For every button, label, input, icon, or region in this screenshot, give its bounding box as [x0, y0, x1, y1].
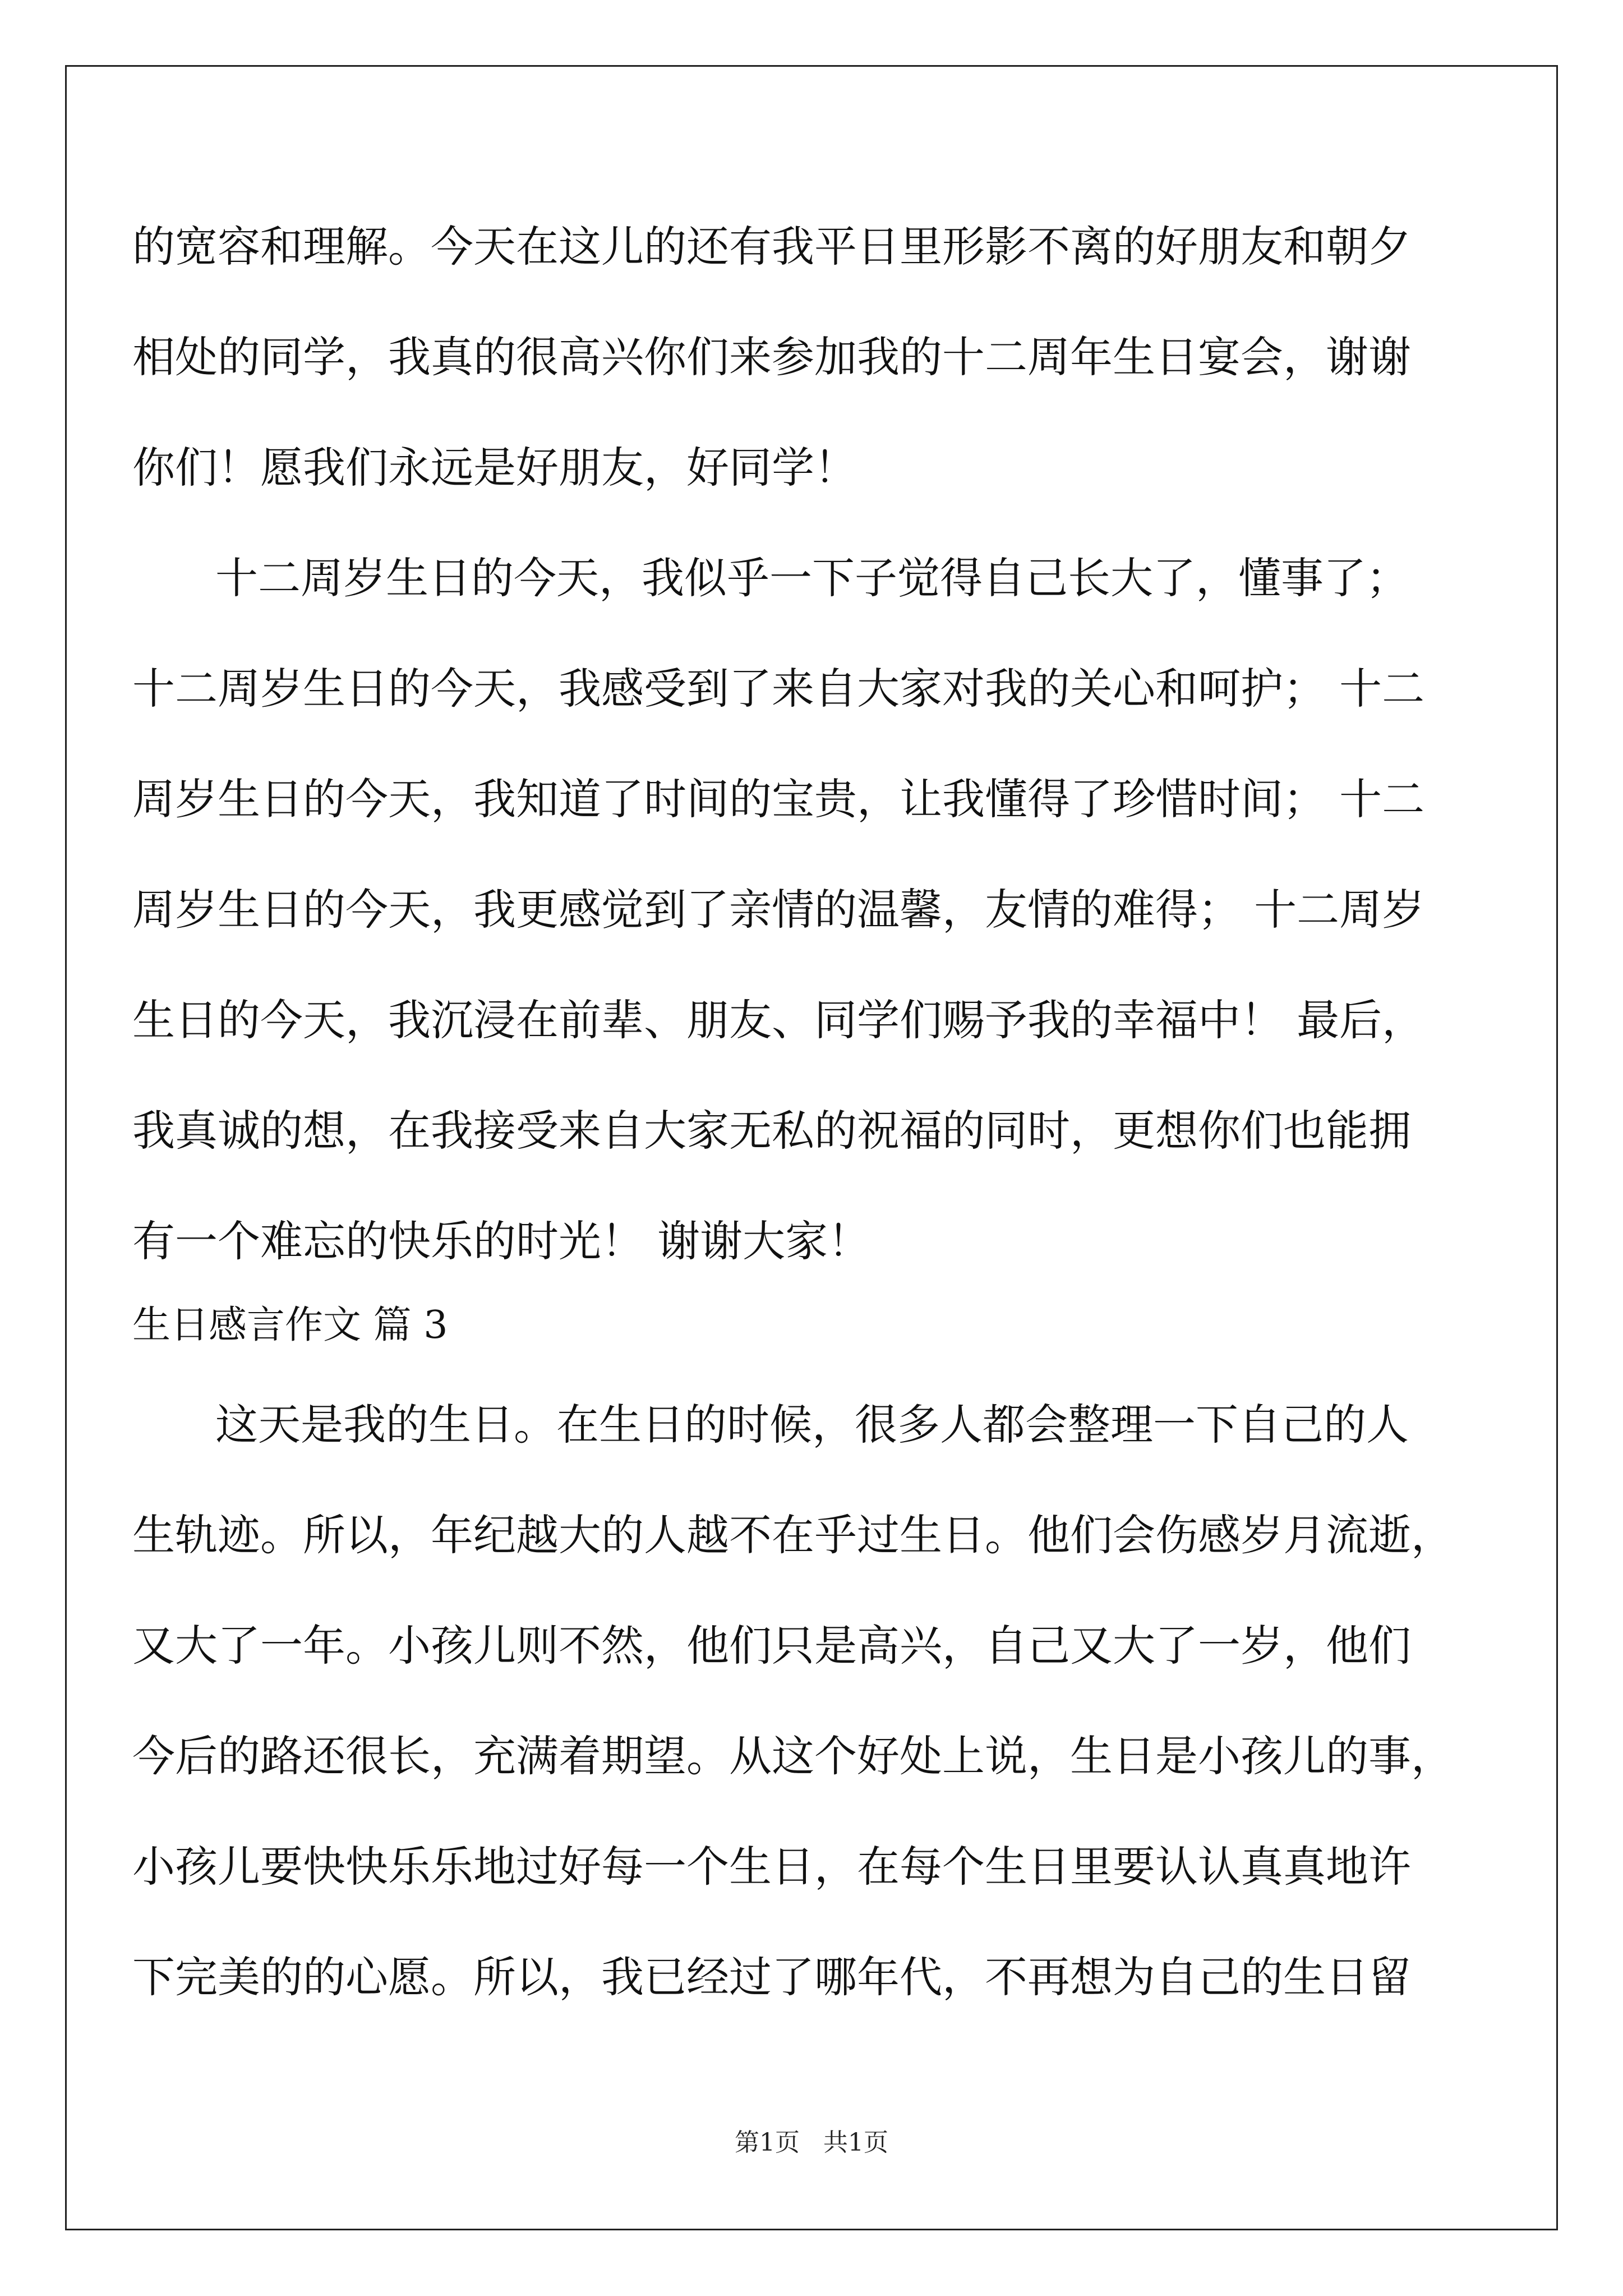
paragraph-line: 十二周岁生日的今天，我感受到了来自大家对我的关心和呵护； 十二 — [132, 664, 1425, 714]
paragraph-line: 小孩儿要快快乐乐地过好每一个生日，在每个生日里要认认真真地许 — [132, 1842, 1411, 1892]
paragraph-line: 生轨迹。所以，年纪越大的人越不在乎过生日。他们会伤感岁月流逝， — [132, 1510, 1454, 1560]
paragraph-line: 我真诚的想，在我接受来自大家无私的祝福的同时，更想你们也能拥 — [132, 1106, 1411, 1156]
paragraph-line: 今后的路还很长，充满着期望。从这个好处上说，生日是小孩儿的事， — [132, 1731, 1454, 1781]
paragraph-line: 这天是我的生日。在生日的时候，很多人都会整理一下自己的人 — [215, 1400, 1409, 1450]
paragraph-line: 下完美的的心愿。所以，我已经过了哪年代，不再想为自己的生日留 — [132, 1952, 1411, 2002]
section-heading: 生日感言作文 篇 3 — [132, 1303, 448, 1347]
page-number: 第1页 — [735, 2128, 800, 2157]
page-footer — [0, 2126, 1623, 2160]
page-total: 共1页 — [823, 2128, 888, 2157]
paragraph-line: 又大了一年。小孩儿则不然，他们只是高兴，自己又大了一岁，他们 — [132, 1621, 1411, 1671]
paragraph-line: 的宽容和理解。今天在这儿的还有我平日里形影不离的好朋友和朝夕 — [132, 222, 1411, 272]
paragraph-line: 相处的同学，我真的很高兴你们来参加我的十二周年生日宴会，谢谢 — [132, 332, 1411, 382]
paragraph-line: 有一个难忘的快乐的时光！ 谢谢大家！ — [132, 1216, 871, 1266]
paragraph-line: 你们！愿我们永远是好朋友，好同学！ — [132, 443, 857, 493]
paragraph-line: 周岁生日的今天，我知道了时间的宝贵，让我懂得了珍惜时间； 十二 — [132, 774, 1425, 824]
paragraph-line: 十二周岁生日的今天，我似乎一下子觉得自己长大了，懂事了； — [215, 553, 1409, 603]
paragraph-line: 周岁生日的今天，我更感觉到了亲情的温馨，友情的难得； 十二周岁 — [132, 885, 1425, 935]
paragraph-line: 生日的今天，我沉浸在前辈、朋友、同学们赐予我的幸福中！ 最后， — [132, 995, 1425, 1045]
